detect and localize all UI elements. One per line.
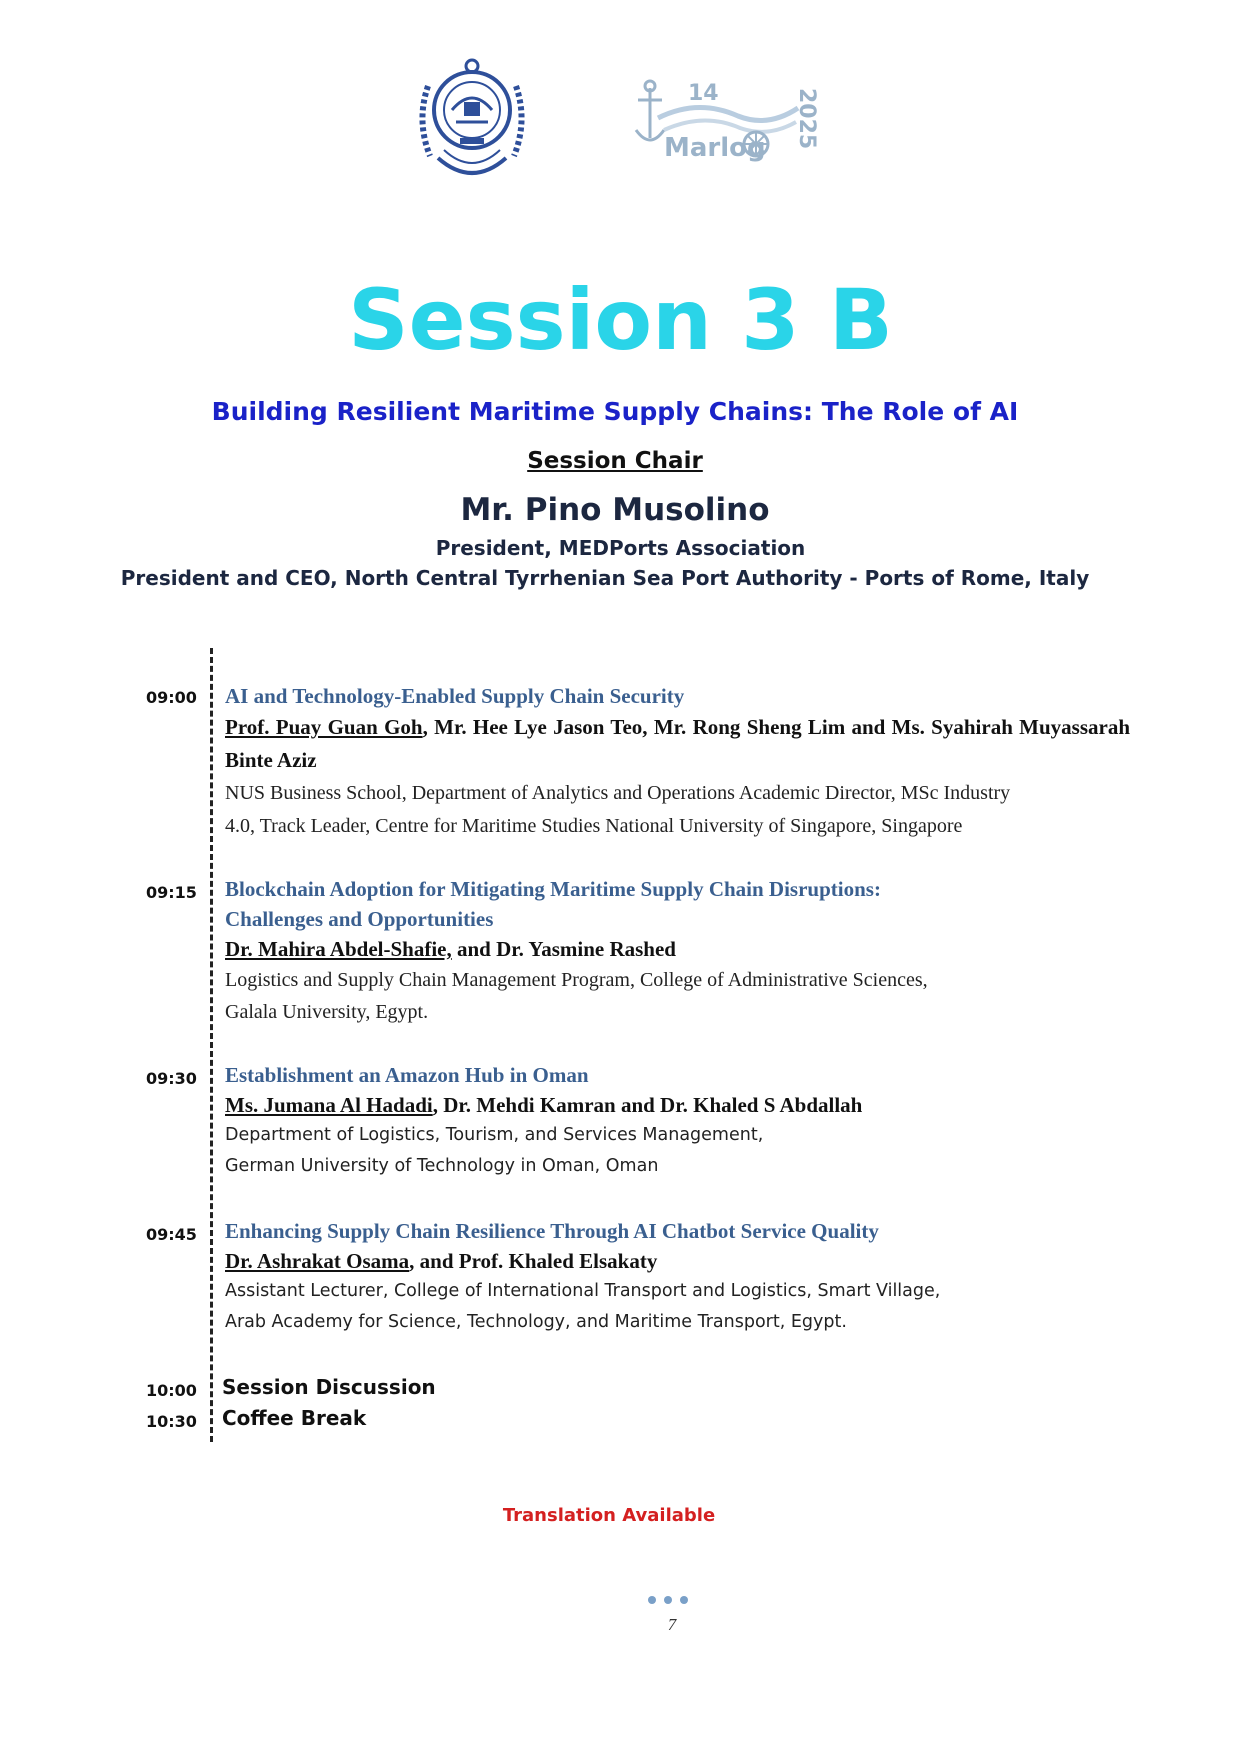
time-label: 09:00 xyxy=(146,688,197,707)
presenter: Dr. Mahira Abdel-Shafie, xyxy=(225,937,452,961)
ellipsis-dots-icon xyxy=(646,1594,696,1606)
session-discussion: Session Discussion xyxy=(222,1375,436,1399)
coauthors: , Mr. Hee Lye Jason Teo, Mr. Rong Sheng Lim and Ms. Syahirah Muyassarah Binte Aziz xyxy=(225,715,1131,772)
authors xyxy=(225,934,1130,964)
coauthors: and Dr. Yasmine Rashed xyxy=(451,937,676,961)
time-label: 09:30 xyxy=(146,1069,197,1088)
affiliation-line: Logistics and Supply Chain Management Program, College of Administrative Sciences, xyxy=(225,969,928,991)
paper-title: AI and Technology-Enabled Supply Chain Security xyxy=(225,684,685,708)
affiliation-line: German University of Technology in Oman, Oman xyxy=(225,1156,659,1176)
presenter: Ms. Jumana Al Hadadi xyxy=(225,1093,433,1117)
time-label: 10:00 xyxy=(146,1381,197,1400)
authors xyxy=(225,1246,1130,1276)
coauthors: , Dr. Mehdi Kamran and Dr. Khaled S Abdallah xyxy=(432,1093,863,1117)
marlog-year: 2025 xyxy=(794,88,819,150)
affiliation-line: Assistant Lecturer, College of International Transport and Logistics, Smart Village, xyxy=(225,1281,941,1301)
affiliation-line: Department of Logistics, Tourism, and Services Management, xyxy=(225,1125,764,1145)
coauthors: , and Prof. Khaled Elsakaty xyxy=(409,1249,658,1273)
affiliation-line: Galala University, Egypt. xyxy=(225,1001,429,1023)
authors xyxy=(225,1090,1130,1120)
translation-notice: Translation Available xyxy=(502,1505,716,1526)
marlog-number: 14 xyxy=(688,81,719,106)
paper-title-line-2: Challenges and Opportunities xyxy=(225,907,494,931)
session-title: Session 3 B xyxy=(348,271,893,369)
session-chair-name: Mr. Pino Musolino xyxy=(460,492,770,528)
presenter: Dr. Ashrakat Osama xyxy=(225,1249,410,1273)
aast-emblem-logo xyxy=(408,46,536,192)
schedule-item xyxy=(225,1216,1130,1338)
time-label: 09:45 xyxy=(146,1225,197,1244)
paper-title: Establishment an Amazon Hub in Oman xyxy=(225,1063,589,1087)
page-number: 7 xyxy=(667,1615,677,1634)
affiliation-line: 4.0, Track Leader, Centre for Maritime Studies National University of Singapore, Singapore xyxy=(225,815,963,837)
affiliation-line: Arab Academy for Science, Technology, and Maritime Transport, Egypt. xyxy=(225,1312,847,1332)
time-label: 10:30 xyxy=(146,1412,197,1431)
marlog-logo xyxy=(628,78,820,168)
timeline-divider xyxy=(210,648,213,1442)
affiliation-line: NUS Business School, Department of Analytics and Operations Academic Director, MSc Industry xyxy=(225,782,1011,804)
schedule-item xyxy=(225,681,1130,843)
session-chair-role-2: President and CEO, North Central Tyrrhenian Sea Port Authority - Ports of Rome, Italy xyxy=(120,566,1090,590)
authors xyxy=(225,711,1130,777)
schedule-item xyxy=(225,1060,1130,1182)
marlog-text: Marlog xyxy=(664,133,766,163)
session-chair-label: Session Chair xyxy=(527,448,703,474)
session-subtitle: Building Resilient Maritime Supply Chains: The Role of AI xyxy=(211,397,1019,426)
coffee-break: Coffee Break xyxy=(222,1406,367,1430)
paper-title: Enhancing Supply Chain Resilience Through AI Chatbot Service Quality xyxy=(225,1219,879,1243)
session-chair-role-1: President, MEDPorts Association xyxy=(435,536,806,560)
time-label: 09:15 xyxy=(146,883,197,902)
presenter: Prof. Puay Guan Goh xyxy=(225,715,423,739)
schedule-item xyxy=(225,874,1130,1028)
paper-title-line-1: Blockchain Adoption for Mitigating Maritime Supply Chain Disruptions: xyxy=(225,877,881,901)
